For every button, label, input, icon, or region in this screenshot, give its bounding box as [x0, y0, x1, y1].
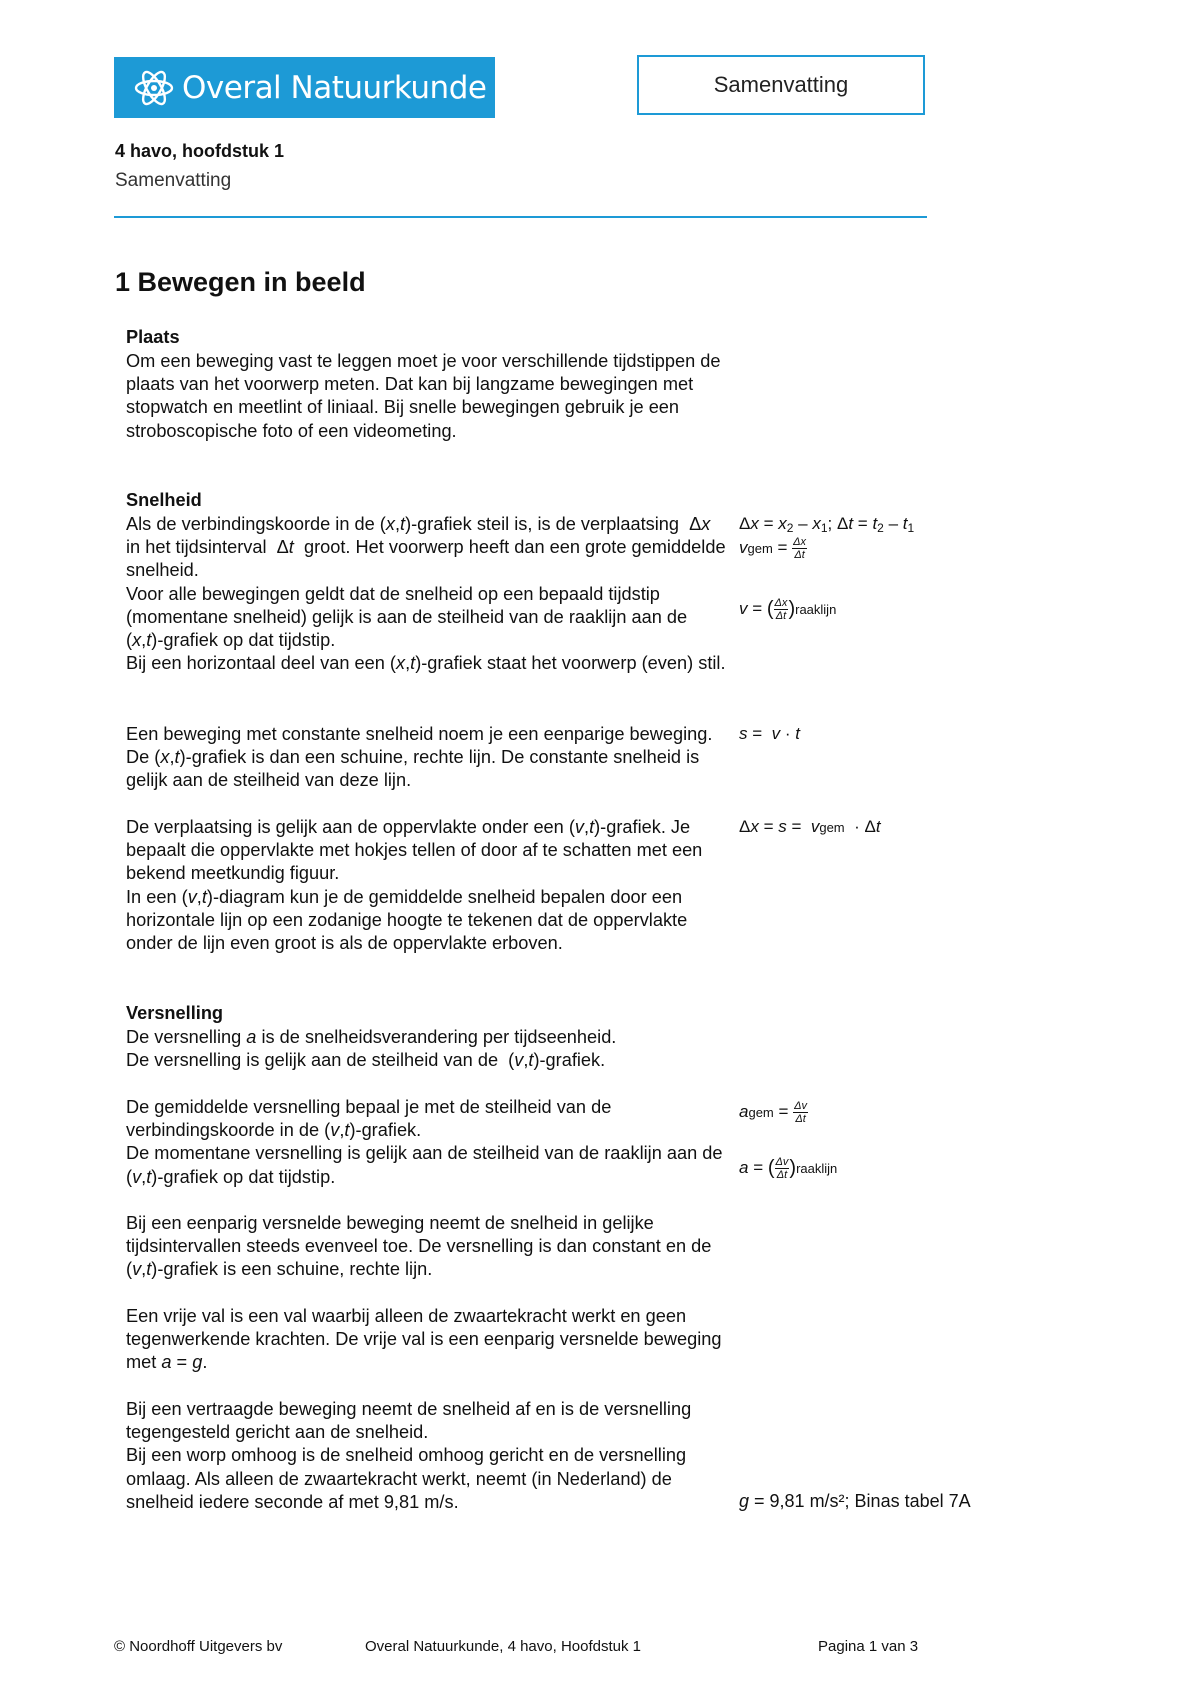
footer-title: Overal Natuurkunde, 4 havo, Hoofdstuk 1	[365, 1638, 641, 1655]
heading-snelheid: Snelheid	[126, 490, 202, 510]
formula-v-raaklijn: v = ( $\frac{\Delta x}{\Delta t}$ )raaklijn	[739, 597, 837, 622]
course-title: 4 havo, hoofdstuk 1	[115, 141, 285, 161]
header-divider	[114, 216, 927, 218]
formula-a-gem: agem = $\frac{\Delta v}{\Delta t}$	[739, 1100, 808, 1125]
paragraph-gemiddelde-versnelling: De gemiddelde versnelling bepaal je met de steilheid van de verbindingskoorde in de (v,t)-grafiek. De momentane versnelling is gelijk aan de steilheid van de raaklijn aan de (v,t)-grafiek op dat tijdstip.	[126, 1097, 723, 1187]
raaklijn-label: raaklijn	[796, 1160, 838, 1176]
formula-s-vt: s = v · t	[739, 724, 800, 743]
paragraph-oppervlakte: De verplaatsing is gelijk aan de oppervlakte onder een (v,t)-grafiek. Je bepaalt die oppervlakte met hokjes tellen of door af te schatten met een bekend meetkundig figuur. In een (v,t)-diagram kun je de gemiddelde snelheid bepalen door een horizontale lijn op een zodanige hoogte te tekenen dat de oppervlakte onder de lijn even groot is als de oppervlakte erboven.	[126, 817, 703, 954]
heading-plaats: Plaats	[126, 327, 180, 347]
paragraph-vrije-val: Een vrije val is een val waarbij alleen de zwaartekracht werkt en geen tegenwerkende krachten. De vrije val is een eenparig versnelde beweging met a = g.	[126, 1306, 722, 1373]
heading-versnelling: Versnelling	[126, 1003, 224, 1023]
formula-g-value: g = 9,81 m/s²; Binas tabel 7A	[739, 1491, 971, 1511]
course-subtitle: Samenvatting	[115, 170, 232, 191]
document-type-badge: Samenvatting	[637, 55, 925, 115]
chapter-title: 1 Bewegen in beeld	[115, 267, 366, 297]
footer-page-number: Pagina 1 van 3	[818, 1638, 919, 1655]
paragraph-eenparig: Een beweging met constante snelheid noem je een eenparige beweging. De (x,t)-grafiek is dan een schuine, rechte lijn. De constante snelheid is gelijk aan de steilheid van deze lijn.	[126, 724, 713, 791]
logo-text: Overal Natuurkunde	[182, 69, 487, 106]
paragraph-plaats: Om een beweging vast te leggen moet je voor verschillende tijdstippen de plaats van het voorwerp meten. Dat kan bij langzame bewegingen met stopwatch en meetlint of liniaal. Bij snelle bewegingen gebruik je een stroboscopische foto of een videometing.	[126, 351, 721, 441]
formula-dx-s-vgem: Δx = s = vgem · Δt	[739, 817, 881, 836]
footer-copyright: © Noordhoff Uitgevers bv	[114, 1638, 283, 1655]
atom-icon	[132, 66, 176, 110]
paragraph-eenparig-versneld: Bij een eenparig versnelde beweging neemt de snelheid in gelijke tijdsintervallen steeds evenveel toe. De versnelling is dan constant en de (v,t)-grafiek is een schuine, rechte lijn.	[126, 1213, 712, 1280]
formula-v-gem: vgem = $\frac{\Delta x}{\Delta t}$	[739, 536, 807, 561]
paragraph-vertraagd: Bij een vertraagde beweging neemt de snelheid af en is de versnelling tegengesteld gericht aan de snelheid. Bij een worp omhoog is de snelheid omhoog gericht en de versnelling omlaag. Als alleen de zwaartekracht werkt, neemt (in Nederland) de snelheid iedere seconde af met 9,81 m/s.	[126, 1399, 692, 1512]
brand-logo	[114, 57, 495, 118]
raaklijn-label: raaklijn	[795, 601, 837, 617]
formula-delta-x: $\Delta x = x_2 - x_1$; $\Delta t = t_2 - t_1$	[739, 514, 915, 535]
paragraph-versnelling-1: De versnelling a is de snelheidsverandering per tijdseenheid. De versnelling is gelijk aan de steilheid van de (v,t)-grafiek.	[126, 1027, 617, 1071]
paragraph-snelheid-1: Als de verbindingskoorde in de (x,t)-grafiek steil is, is de verplaatsing Δx in het tijdsinterval Δt groot. Het voorwerp heeft dan een grote gemiddelde snelheid. Voor alle bewegingen geldt dat de snelheid op een bepaald tijdstip (momentane snelheid) gelijk is aan de steilheid van de raaklijn aan de (x,t)-grafiek op dat tijdstip. Bij een horizontaal deel van een (x,t)-grafiek staat het voorwerp (even) stil.	[126, 514, 726, 674]
formula-a-raaklijn: a = ( $\frac{\Delta v}{\Delta t}$ )raaklijn	[739, 1156, 838, 1181]
